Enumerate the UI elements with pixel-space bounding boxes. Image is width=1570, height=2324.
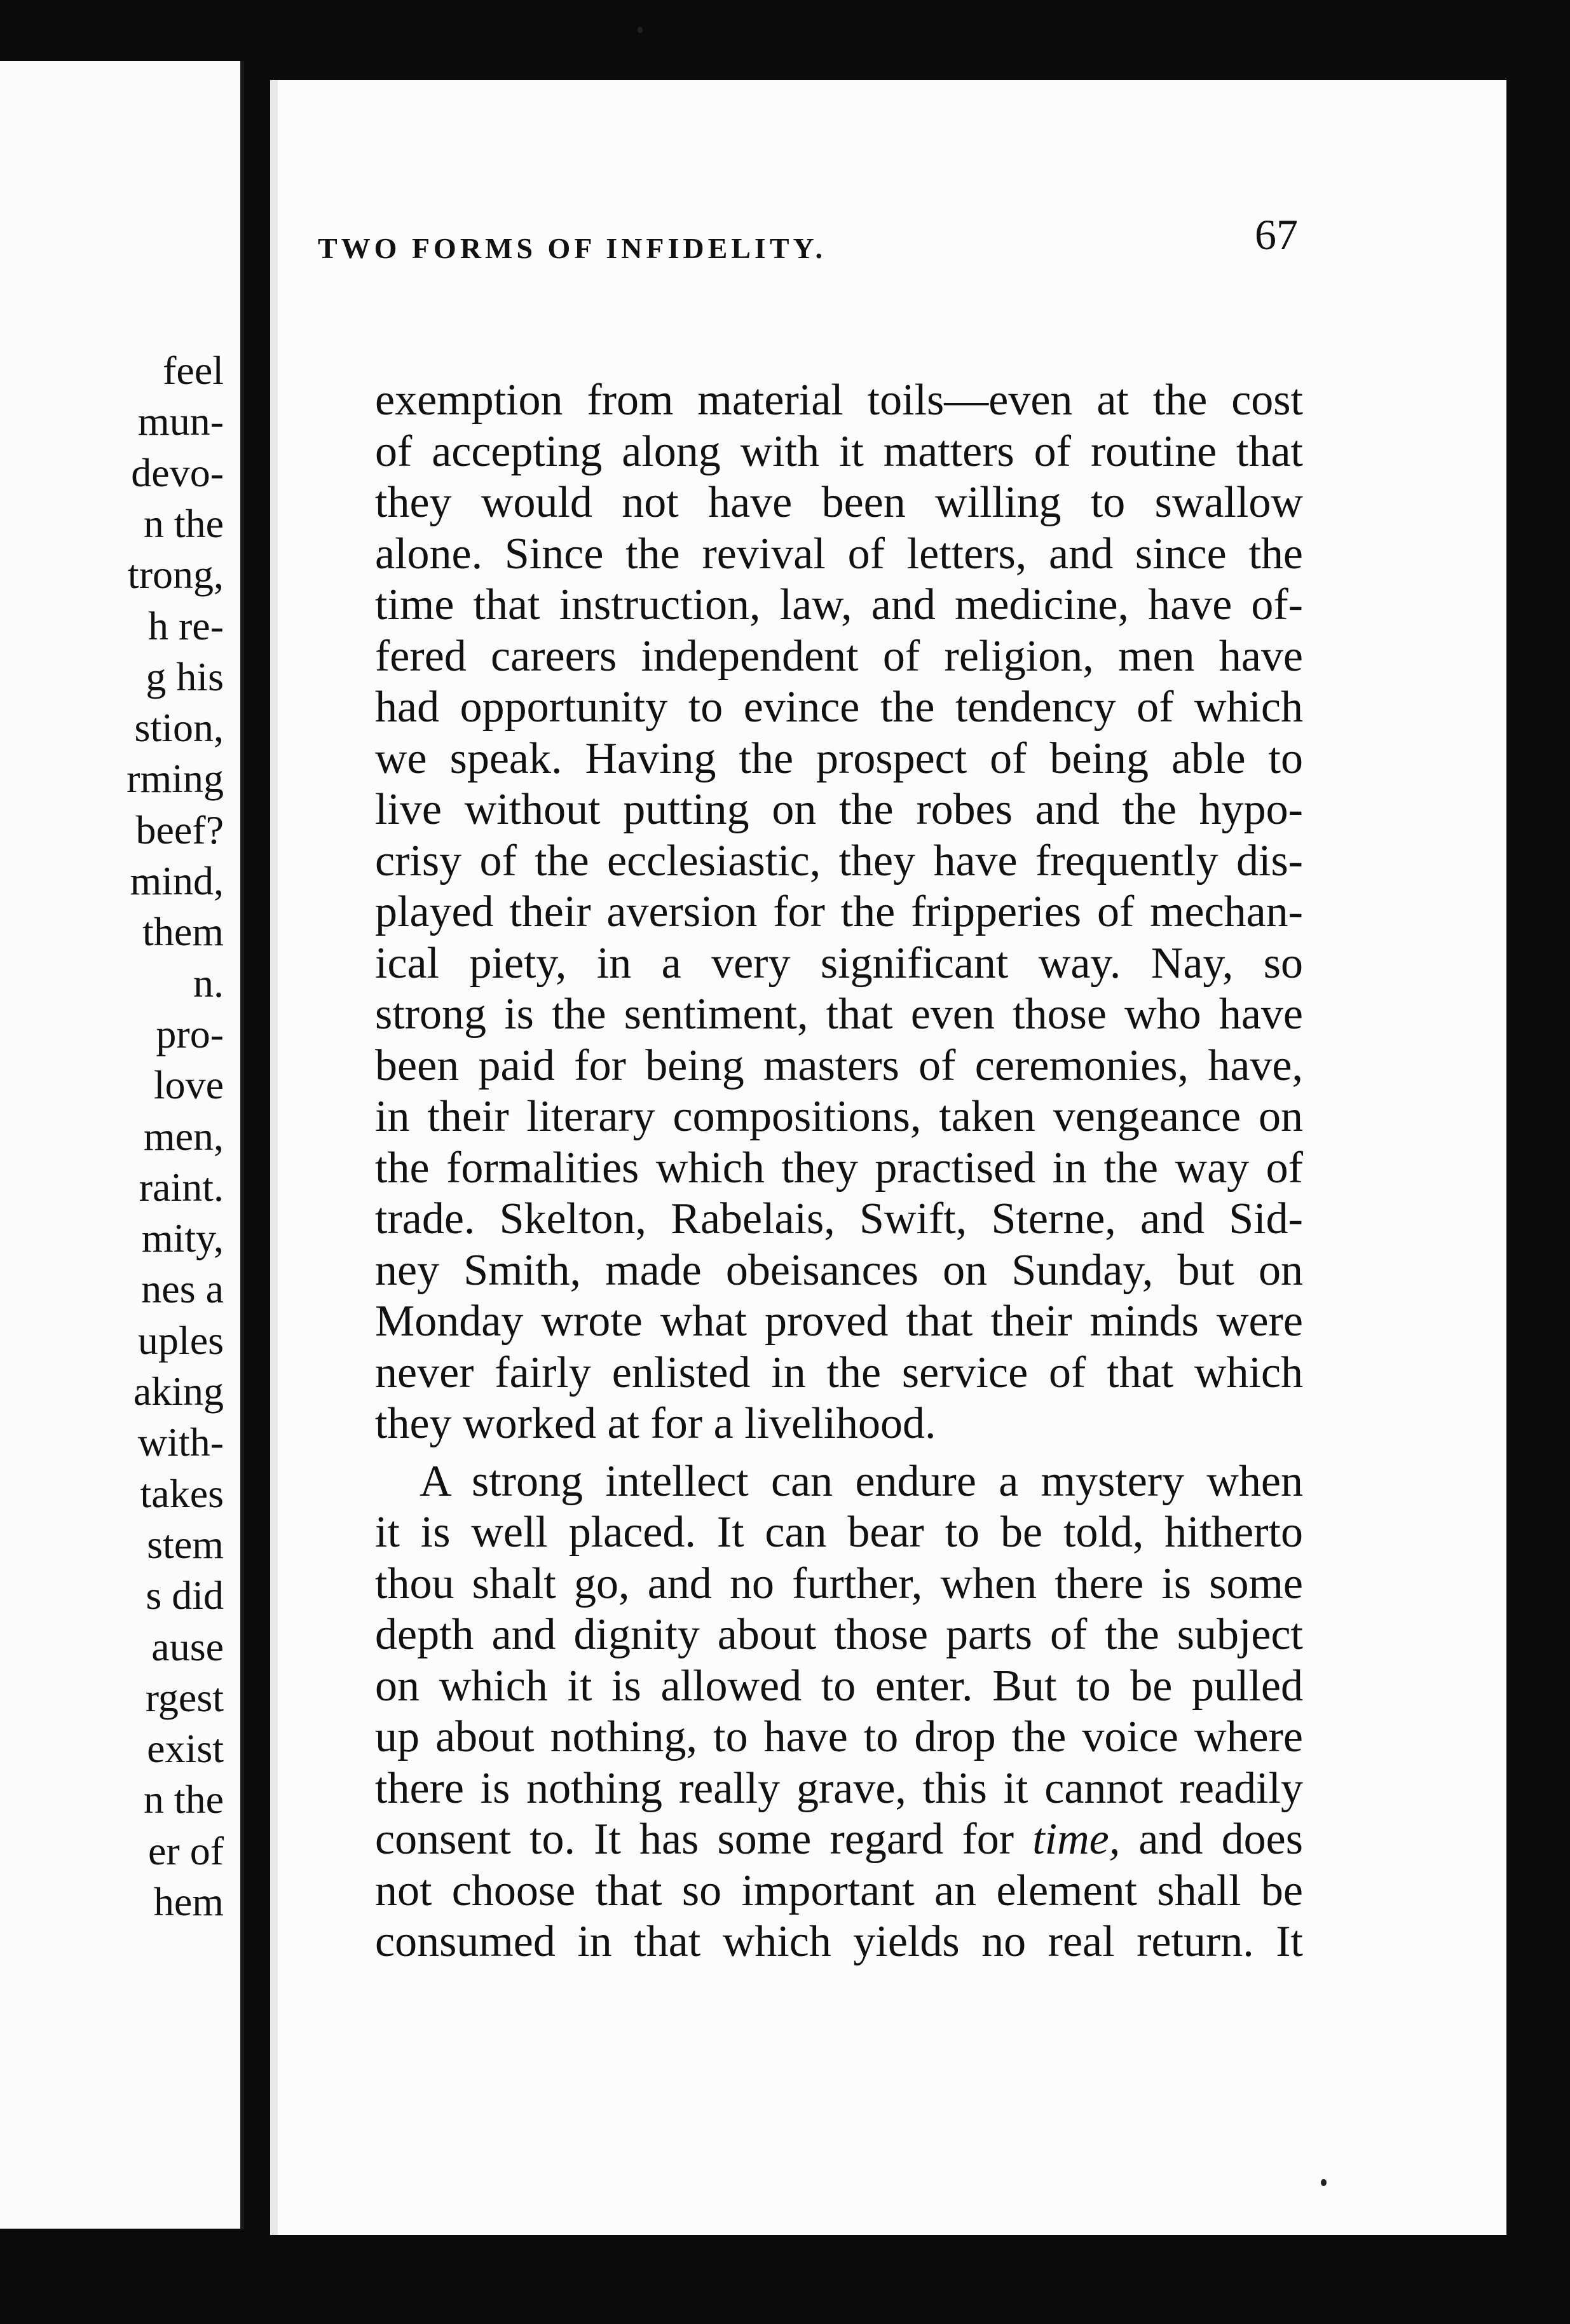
left-page-fragment: raint.: [139, 1164, 224, 1210]
text-line: trade. Skelton, Rabelais, Swift, Sterne, and Sid-: [375, 1194, 1303, 1243]
left-page-fragment: feel: [163, 348, 224, 393]
text-line: in their literary compositions, taken vengeance on: [375, 1092, 1303, 1141]
text-line: we speak. Having the prospect of being able to: [375, 734, 1303, 783]
text-line: they worked at for a livelihood.: [375, 1399, 936, 1448]
text-line: of accepting along with it matters of routine that: [375, 427, 1303, 476]
text-line: A strong intellect can endure a mystery when: [420, 1456, 1303, 1506]
text-line: fered careers independent of religion, men have: [375, 631, 1303, 681]
left-page-fragment: pro-: [156, 1011, 224, 1056]
ink-speck: [638, 27, 643, 33]
left-page-fragment: mind,: [130, 858, 224, 903]
left-page-fragment: trong,: [127, 552, 224, 598]
left-page-fragment: them: [142, 909, 224, 955]
ink-speck: [1321, 2179, 1327, 2186]
left-page-fragment: uples: [137, 1317, 224, 1363]
left-page-fragment: stion,: [134, 705, 224, 751]
emphasis-word: time,: [1032, 1815, 1121, 1864]
left-page-fragment: hem: [153, 1879, 224, 1924]
left-page-fragment: h re-: [147, 603, 224, 648]
left-page-fragment: n the: [143, 500, 224, 546]
text-line: Monday wrote what proved that their minds were: [375, 1297, 1303, 1346]
left-page-fragment: mity,: [141, 1215, 224, 1261]
left-page-fragment: takes: [140, 1470, 224, 1516]
text-line: the formalities which they practised in the way of: [375, 1143, 1303, 1193]
left-page-fragment: stem: [147, 1521, 224, 1567]
left-page-fragment: devo-: [131, 449, 224, 495]
text-line: time that instruction, law, and medicine, have of-: [375, 580, 1303, 629]
left-page-fragment: n.: [193, 960, 224, 1006]
left-page-fragment: mun-: [137, 399, 224, 444]
left-page-fragment: er of: [147, 1828, 224, 1873]
text-line: strong is the sentiment, that even those who have: [375, 990, 1303, 1039]
left-page-fragment: exist: [147, 1726, 224, 1772]
text-line: live without putting on the robes and the hypo-: [375, 785, 1303, 834]
body-text: [375, 375, 1303, 1968]
left-page-fragment: love: [153, 1062, 224, 1108]
left-page-fragment: ause: [151, 1623, 224, 1669]
left-page-fragment: with-: [137, 1419, 224, 1465]
text-line: crisy of the ecclesiastic, they have frequently dis-: [375, 836, 1303, 885]
text-line: alone. Since the revival of letters, and since the: [375, 529, 1303, 578]
text-line: played their aversion for the fripperies of mechan-: [375, 887, 1303, 936]
text-line: depth and dignity about those parts of the subject: [375, 1610, 1303, 1659]
left-page-fragment: rgest: [145, 1674, 224, 1720]
page-number: 67: [1255, 210, 1298, 259]
text-line: it is well placed. It can bear to be told, hitherto: [375, 1508, 1303, 1557]
text-line: never fairly enlisted in the service of that which: [375, 1348, 1303, 1397]
text-run: and does: [1120, 1815, 1303, 1864]
left-page-fragment: g his: [146, 653, 224, 699]
left-page-margin: [0, 61, 244, 2229]
text-line: there is nothing really grave, this it cannot readily: [375, 1763, 1303, 1813]
left-page-fragment: rming: [126, 756, 224, 802]
left-page-fragment: beef?: [135, 807, 224, 852]
text-line: on which it is allowed to enter. But to be pulled: [375, 1661, 1303, 1711]
text-line: been paid for being masters of ceremonies, have,: [375, 1041, 1303, 1090]
text-line: [375, 1814, 1303, 1866]
text-run: consent to. It has some regard for: [375, 1815, 1033, 1864]
left-page-fragment: men,: [143, 1113, 224, 1159]
paragraph-1: [375, 375, 1303, 1450]
text-line: had opportunity to evince the tendency of which: [375, 683, 1303, 732]
left-page-fragment: aking: [133, 1369, 224, 1414]
text-line: consumed in that which yields no real return. It: [375, 1917, 1303, 1966]
running-head: TWO FORMS OF INFIDELITY.: [318, 232, 827, 264]
text-line: they would not have been willing to swallow: [375, 478, 1303, 527]
left-page-fragment: n the: [143, 1777, 224, 1822]
left-page-fragment: s did: [146, 1573, 224, 1618]
text-line: ney Smith, made obeisances on Sunday, but on: [375, 1245, 1303, 1295]
text-line: ical piety, in a very significant way. Nay, so: [375, 938, 1303, 988]
text-line: not choose that so important an element shall be: [375, 1866, 1303, 1915]
text-line: up about nothing, to have to drop the voice where: [375, 1712, 1303, 1761]
left-page-fragment: nes a: [141, 1266, 224, 1312]
text-line: thou shalt go, and no further, when there is some: [375, 1559, 1303, 1608]
text-line: exemption from material toils—even at the cost: [375, 376, 1303, 425]
paragraph-2: [375, 1456, 1303, 1968]
